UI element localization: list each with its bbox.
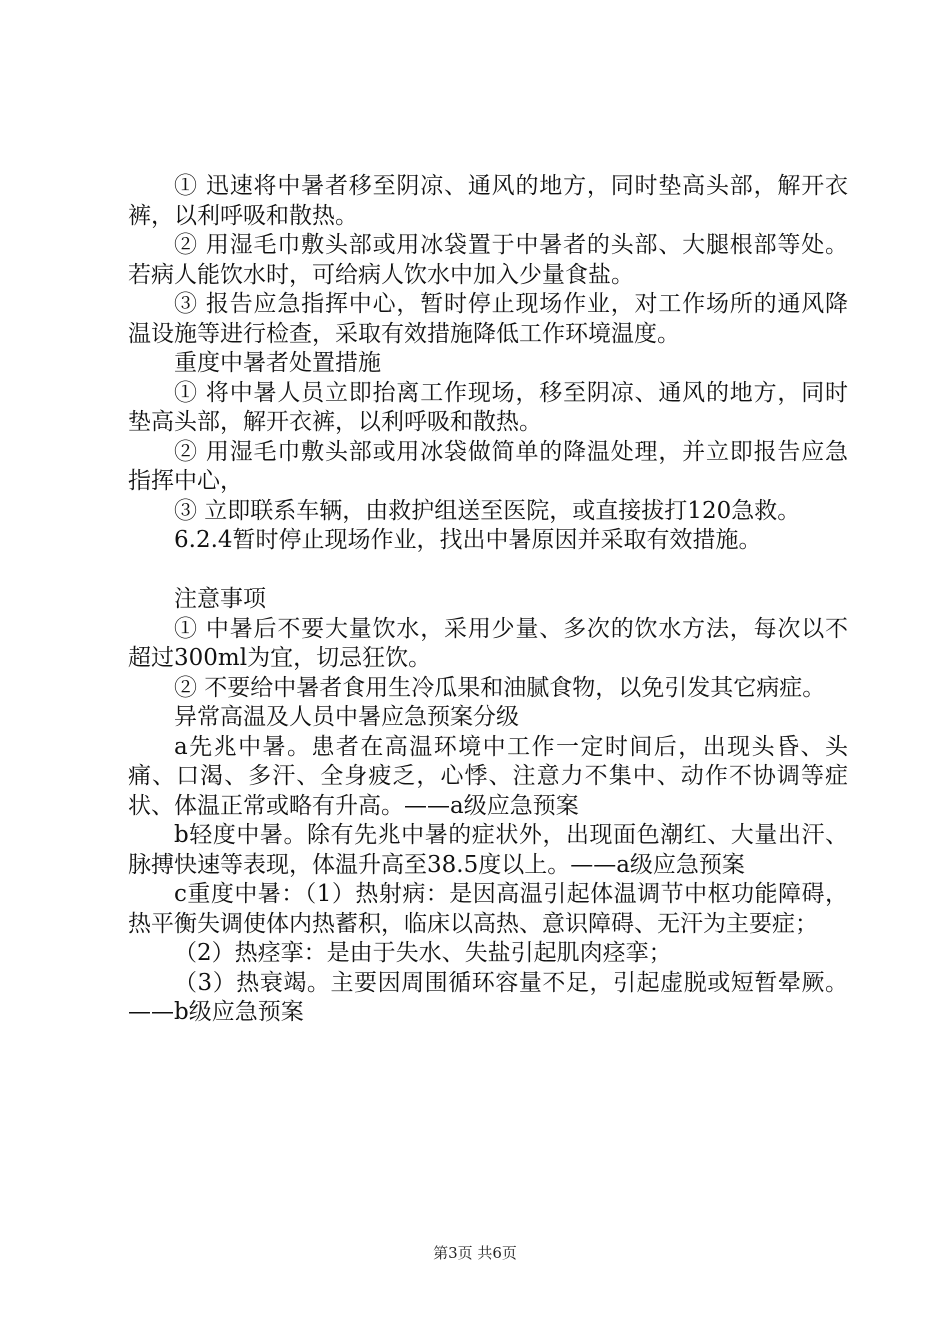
paragraph-6-2-4: 6.2.4暂时停止现场作业，找出中暑原因并采取有效措施。 [174, 527, 762, 553]
paragraph-note-2: ② 不要给中暑者食用生冷瓜果和油腻食物，以免引发其它病症。 [174, 674, 826, 701]
paragraph-severe-3: ③ 立即联系车辆，由救护组送至医院，或直接拔打120急救。 [174, 497, 801, 524]
blank-line [128, 556, 848, 586]
paragraph-level-c: c重度中暑：（1）热射病：是因高温引起体温调节中枢功能障碍，热平衡失调使体内热蓄积，临床以高热、意识障碍、无汗为主要症； [128, 881, 848, 937]
paragraph-level-b: b轻度中暑。除有先兆中暑的症状外，出现面色潮红、大量出汗、脉搏快速等表现，体温升高至38.5度以上。——a级应急预案 [128, 822, 848, 878]
section-heading-notes: 注意事项 [174, 586, 266, 612]
paragraph-severe-2: ② 用湿毛巾敷头部或用冰袋做简单的降温处理，并立即报告应急指挥中心， [128, 438, 848, 494]
document-body [128, 172, 848, 1028]
section-heading-levels: 异常高温及人员中暑应急预案分级 [174, 704, 519, 730]
paragraph-level-a: a先兆中暑。患者在高温环境中工作一定时间后，出现头昏、头痛、口渴、多汗、全身疲乏，心悸、注意力不集中、动作不协调等症状、体温正常或略有升高。——a级应急预案 [128, 733, 848, 819]
paragraph-heat-exhaustion: （3）热衰竭。主要因周围循环容量不足，引起虚脱或短暂晕厥。——b级应急预案 [128, 969, 848, 1025]
paragraph-step-3: ③ 报告应急指挥中心，暂时停止现场作业，对工作场所的通风降温设施等进行检查，采取有效措施降低工作环境温度。 [128, 291, 848, 347]
paragraph-heat-cramps: （2）热痉挛：是由于失水、失盐引起肌肉痉挛； [174, 940, 672, 966]
page-footer: 第3页 共6页 [433, 1244, 517, 1262]
paragraph-step-1: ① 迅速将中暑者移至阴凉、通风的地方，同时垫高头部，解开衣裤，以利呼吸和散热。 [128, 173, 848, 229]
paragraph-note-1: ① 中暑后不要大量饮水，采用少量、多次的饮水方法，每次以不超过300ml为宜，切忌狂饮。 [128, 615, 848, 671]
paragraph-step-2: ② 用湿毛巾敷头部或用冰袋置于中暑者的头部、大腿根部等处。若病人能饮水时，可给病人饮水中加入少量食盐。 [128, 232, 848, 288]
paragraph-severe-1: ① 将中暑人员立即抬离工作现场，移至阴凉、通风的地方，同时垫高头部，解开衣裤，以利呼吸和散热。 [128, 379, 848, 435]
section-heading-severe: 重度中暑者处置措施 [174, 350, 381, 376]
